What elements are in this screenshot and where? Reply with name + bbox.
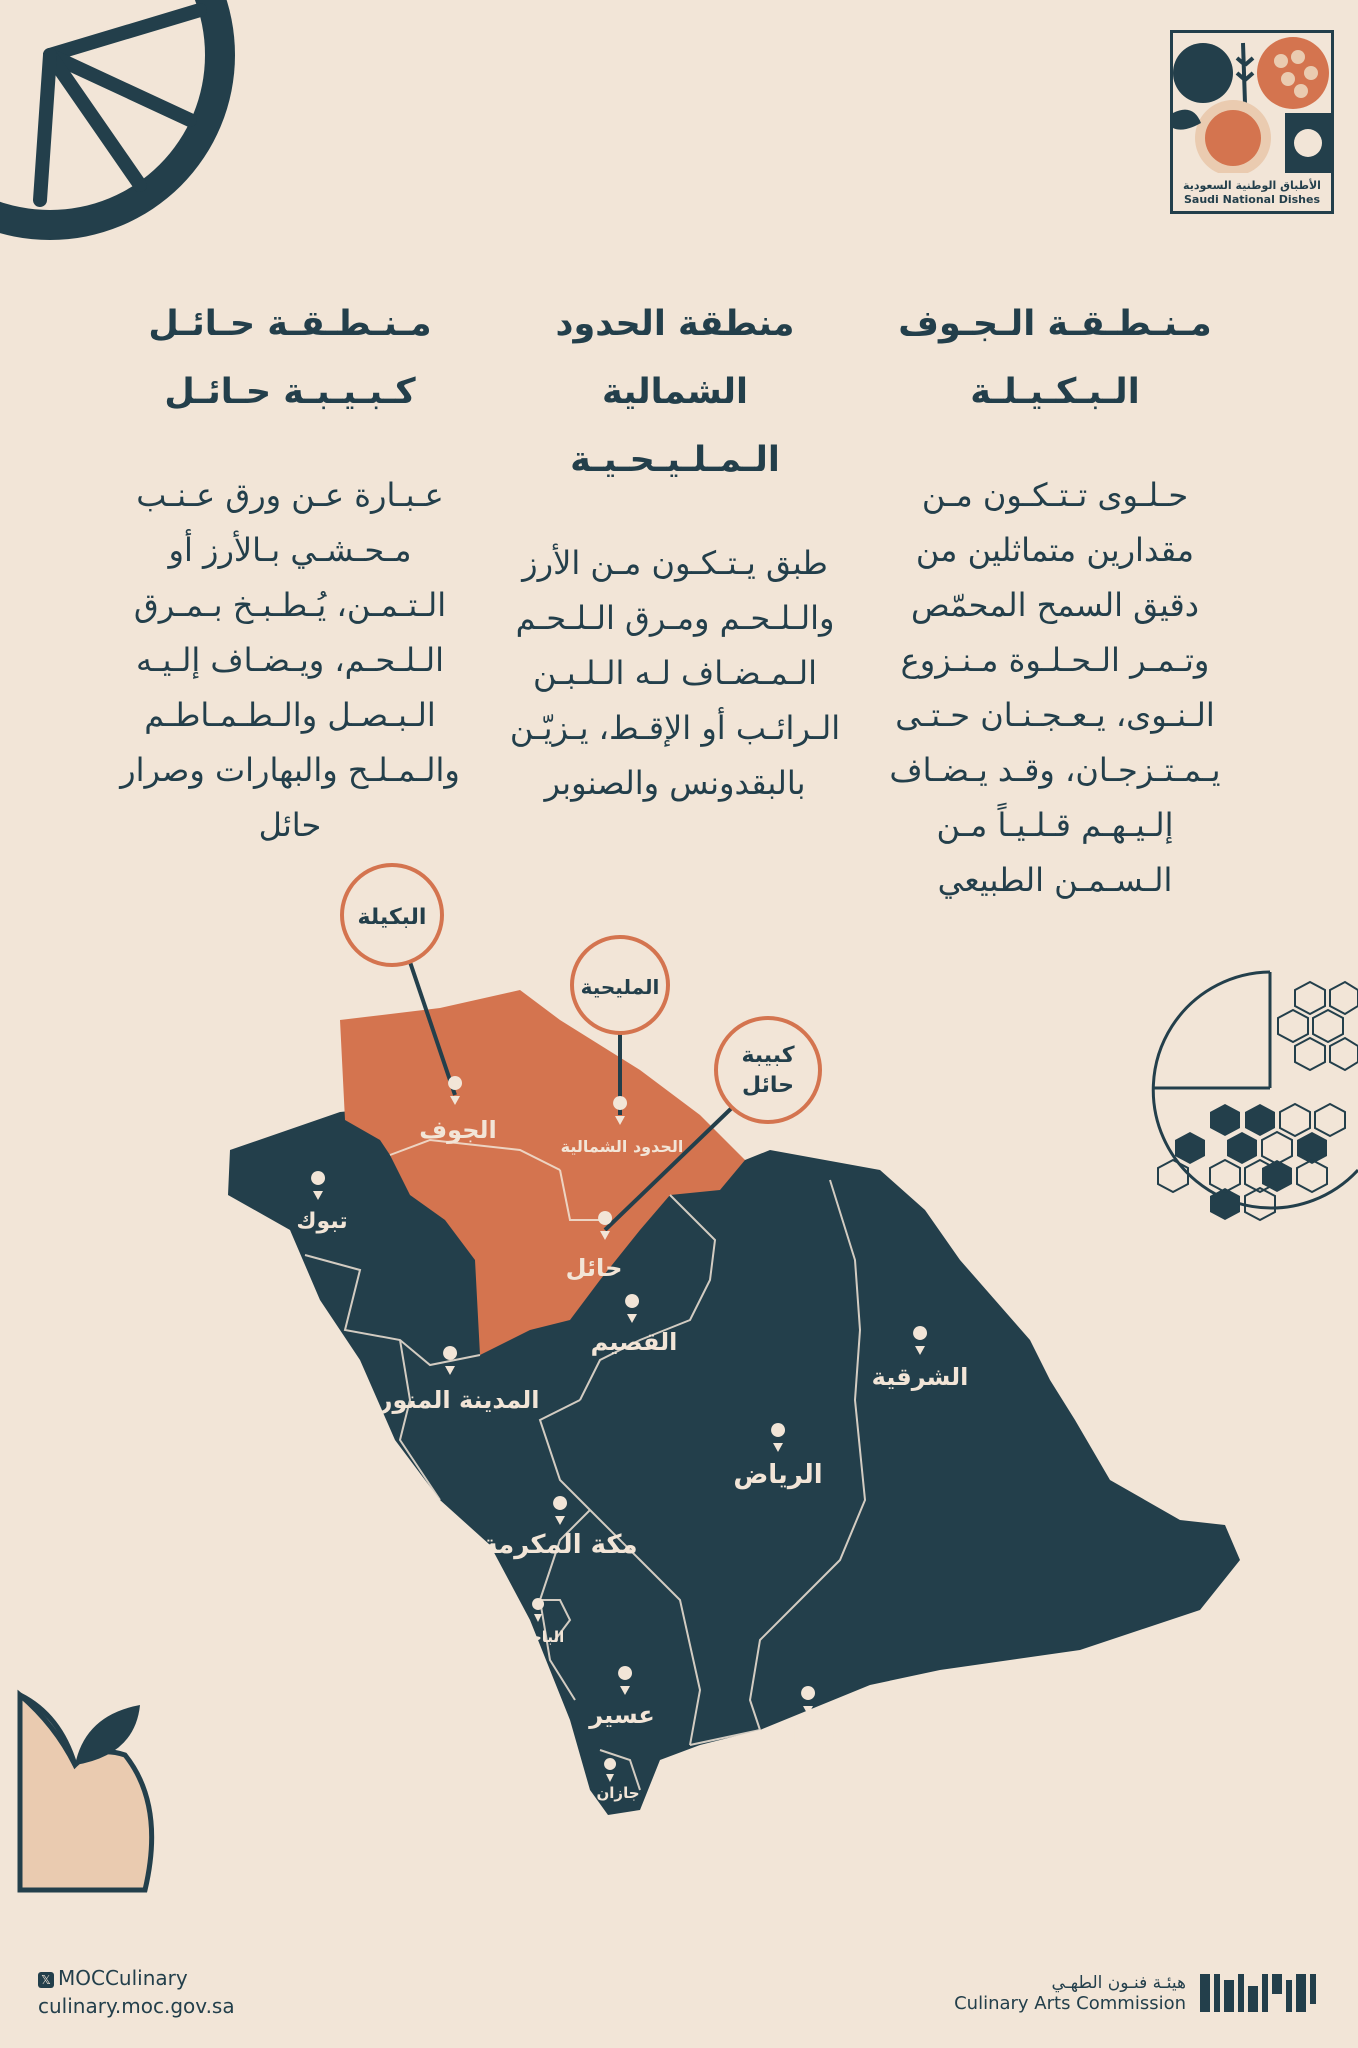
region-label-hail: حائل xyxy=(565,1254,623,1282)
x-icon: 𝕏 xyxy=(38,1972,54,1988)
logo-art-icon xyxy=(1173,33,1331,173)
region-label-makkah: مكة المكرمة xyxy=(482,1530,638,1560)
saudi-map-base xyxy=(228,1100,1240,1815)
column-hail xyxy=(115,290,465,853)
logo-arabic-text: الأطباق الوطنية السعودية xyxy=(1183,179,1321,192)
description-albukaila: حـلـوى تـتـكـون مـن مقدارين متماثلين من دقيق السمح المحمّص وتـمـر الـحـلـوة مـنـزوع الـنـوى، يـعـجـنـان حـتـى يـمـتـزجـان، وقـد يـضـاف إلـيـهـم قـلـيـاً مـن الـسـمـن الطبيعي xyxy=(889,476,1221,899)
honeycomb-decoration xyxy=(1150,970,1358,1230)
culinary-arts-commission-logo xyxy=(954,1970,1320,2016)
region-label-najran: نجران xyxy=(770,1720,846,1750)
region-label-asir: عسير xyxy=(589,1701,655,1729)
commission-emblem-icon xyxy=(1200,1970,1320,2016)
region-label-madinah: المدينة المنورة xyxy=(364,1386,540,1414)
callout-albukaila: البكيلة xyxy=(357,905,427,930)
callout-almulaihia: المليحية xyxy=(580,975,660,999)
region-label-qassim: القصيم xyxy=(590,1328,678,1356)
callout-kubaiba-line2: حائل xyxy=(741,1073,795,1098)
footer-social xyxy=(38,1964,235,2020)
social-handle-row[interactable] xyxy=(38,1964,235,1992)
orange-slice-decoration xyxy=(0,0,240,250)
dish-title-kubaiba: كـبـيـبـة حـائـل xyxy=(164,372,416,412)
callout-kubaiba-line1: كبيبة xyxy=(741,1043,795,1068)
region-label-riyadh: الرياض xyxy=(733,1460,823,1490)
region-label-baha: الباحة xyxy=(521,1628,565,1646)
description-kubaiba: عـبـارة عـن ورق عـنـب مـحـشـي بـالأرز أو الـتـمـن، يُـطـبـخ بـمـرق الـلـحـم، ويـضـاف إلـيـه الـبـصـل والـطـمـاطـم والـمـلـح والبهارات وصرار حائل xyxy=(120,476,460,844)
dish-title-albukaila: الـبـكـيـلـة xyxy=(970,372,1140,412)
region-title-northern-borders: منطقة الحدود الشمالية xyxy=(555,304,795,412)
region-label-jouf: الجوف xyxy=(419,1116,497,1144)
column-aljouf xyxy=(880,290,1230,908)
region-label-tabuk: تبوك xyxy=(296,1209,348,1234)
saudi-national-dishes-logo xyxy=(1170,30,1334,214)
region-label-northern: الحدود الشمالية xyxy=(560,1137,684,1156)
region-label-jazan: جازان xyxy=(596,1784,640,1802)
leaf-decoration xyxy=(15,1685,155,1900)
column-northern-borders xyxy=(500,290,850,811)
description-almulaihia: طبق يـتـكـون مـن الأرز والـلـحـم ومـرق الـلـحـم الـمـضـاف لـه الـلـبـن الـرائـب أو الإقـط، يـزيّـن بالبقدونس والصنوبر xyxy=(509,544,841,802)
website-url[interactable]: culinary.moc.gov.sa xyxy=(38,1994,235,2018)
social-handle: MOCCulinary xyxy=(58,1966,188,1990)
dish-title-almulaihia: الـمـلـيـحـيـة xyxy=(570,440,780,480)
logo-english-text: Saudi National Dishes xyxy=(1183,193,1320,206)
region-label-eastern: الشرقية xyxy=(871,1363,969,1391)
org-name-arabic: هيئـة فنـون الطهـي xyxy=(1051,1972,1186,1993)
region-title-aljouf: مـنـطـقـة الـجـوف xyxy=(898,304,1212,344)
region-title-hail: مـنـطـقـة حـائـل xyxy=(148,304,432,344)
org-name-english: Culinary Arts Commission xyxy=(954,1992,1186,2014)
